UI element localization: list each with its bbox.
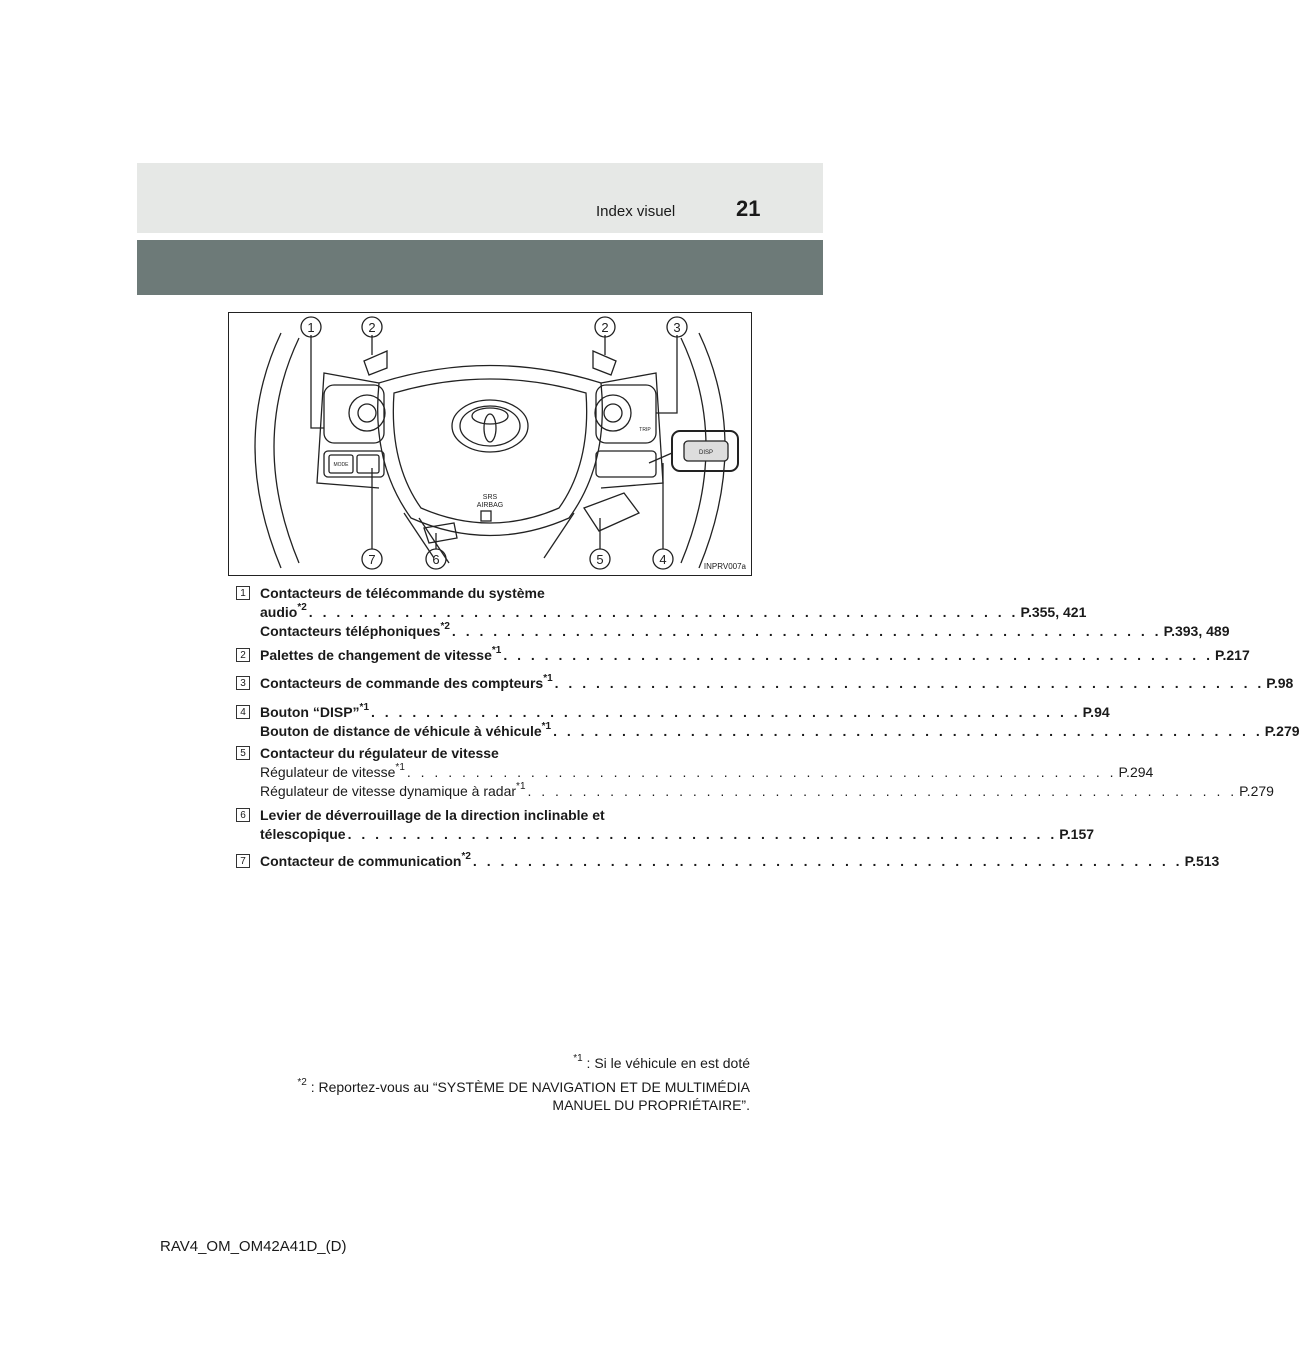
- entry-2: [236, 645, 1250, 665]
- page-reference[interactable]: P.279: [1264, 723, 1300, 739]
- footnote-2: [236, 1078, 750, 1114]
- entry-text: Palettes de changement de vitesse$^{*1}$: [260, 645, 502, 663]
- section-title: Index visuel: [596, 203, 676, 220]
- entry-line: [260, 744, 726, 763]
- leader-dots: . . . . . . . . . . . . . . . . . . . . . . . . . . . . . . . . . . . . . . . . . . . . . . . . . . . .: [371, 704, 1081, 720]
- footnote-1: [236, 1054, 750, 1072]
- callout-3: 3: [673, 320, 681, 335]
- footnote-ref: *1: [541, 721, 552, 733]
- entry-4: [236, 702, 1300, 741]
- leader-dots: . . . . . . . . . . . . . . . . . . . . . . . . . . . . . . . . . . . . . . . . . . . . . . . . . . . .: [554, 675, 1265, 691]
- callout-5: 5: [596, 552, 604, 567]
- leader-dots: . . . . . . . . . . . . . . . . . . . . . . . . . . . . . . . . . . . . . . . . . . . . . . . . . . . .: [347, 826, 1058, 842]
- entry-number-badge: 7: [236, 854, 250, 868]
- entry-text: Bouton “DISP”$^{*1}$: [260, 702, 369, 720]
- entry-line: [260, 602, 1087, 622]
- entry-number-badge: 2: [236, 648, 250, 662]
- callout-4: 4: [659, 552, 667, 567]
- footnote-ref: *1: [395, 762, 405, 774]
- entry-text: Contacteurs de télécommande du système: [260, 585, 545, 601]
- page-reference[interactable]: P.279: [1239, 783, 1274, 799]
- footnote-ref: *1: [516, 781, 526, 793]
- figure-code: INPRV007a: [703, 562, 746, 571]
- page-reference[interactable]: P.355, 421: [1020, 604, 1087, 620]
- entry-number-badge: 1: [236, 586, 250, 600]
- footnote-1-mark: *1: [573, 1053, 583, 1065]
- srs-label: SRS: [482, 494, 498, 501]
- footnote-ref: *2: [440, 621, 450, 633]
- disp-label: DISP: [698, 450, 714, 456]
- steering-wheel-figure: [228, 312, 752, 576]
- entry-6: [236, 806, 1095, 844]
- entry-text: Bouton de distance de véhicule à véhicule$^{*1}$: [260, 721, 552, 739]
- entry-line: [260, 806, 726, 825]
- entry-5: [236, 744, 1274, 801]
- footnotes: [236, 1054, 750, 1120]
- entry-3: [236, 673, 1294, 693]
- trip-label: TRIP: [639, 427, 651, 433]
- document-code: RAV4_OM_OM42A41D_(D): [160, 1238, 347, 1255]
- leader-dots: . . . . . . . . . . . . . . . . . . . . . . . . . . . . . . . . . . . . . . . . . . . . . . . . . . . .: [308, 604, 1019, 620]
- leader-dots: . . . . . . . . . . . . . . . . . . . . . . . . . . . . . . . . . . . . . . . . . . . . . . . . . . . .: [406, 764, 1117, 780]
- entry-line: [260, 721, 1300, 741]
- footnote-ref: *1: [491, 645, 502, 657]
- entry-line: [260, 673, 1294, 693]
- entry-text: Contacteur de communication$^{*2}$: [260, 851, 471, 869]
- leader-dots: . . . . . . . . . . . . . . . . . . . . . . . . . . . . . . . . . . . . . . . . . . . . . . . . . . . .: [553, 723, 1263, 739]
- entry-text: Régulateur de vitesse$^{*1}$: [260, 762, 405, 780]
- leader-dots: . . . . . . . . . . . . . . . . . . . . . . . . . . . . . . . . . . . . . . . . . . . . . . . . . . . .: [451, 623, 1162, 639]
- leader-dots: . . . . . . . . . . . . . . . . . . . . . . . . . . . . . . . . . . . . . . . . . . . . . . . . . . . .: [527, 783, 1238, 799]
- entry-1: [236, 584, 1230, 641]
- entry-text: Contacteurs téléphoniques$^{*2}$: [260, 621, 450, 639]
- leader-dots: . . . . . . . . . . . . . . . . . . . . . . . . . . . . . . . . . . . . . . . . . . . . . . . . . . . .: [472, 853, 1183, 869]
- entry-text: audio$^{*2}$: [260, 602, 307, 620]
- header-band: [137, 163, 823, 233]
- airbag-label: AIRBAG: [476, 502, 504, 509]
- leader-dots: . . . . . . . . . . . . . . . . . . . . . . . . . . . . . . . . . . . . . . . . . . . . . . . . . . . .: [503, 647, 1213, 663]
- entry-line: [260, 825, 1095, 844]
- entry-line: [260, 762, 1154, 782]
- entry-line: [260, 781, 1274, 801]
- entry-text: Levier de déverrouillage de la direction inclinable et: [260, 807, 605, 823]
- callout-2-right: 2: [601, 320, 609, 335]
- entry-text: Contacteur du régulateur de vitesse: [260, 745, 499, 761]
- entry-text: Contacteurs de commande des compteurs$^{*1}$: [260, 673, 553, 691]
- entry-number-badge: 6: [236, 808, 250, 822]
- footnote-2-text-a: : Reportez-vous au “SYSTÈME DE NAVIGATION ET DE MULTIMÉDIA: [306, 1079, 750, 1095]
- footnote-2-mark: *2: [297, 1077, 307, 1089]
- footnote-ref: *2: [297, 602, 307, 614]
- page-reference[interactable]: P.157: [1059, 826, 1095, 842]
- page-number: 21: [736, 196, 761, 221]
- callout-6: 6: [432, 552, 440, 567]
- footnote-ref: *2: [461, 851, 471, 863]
- entry-text: télescopique: [260, 826, 346, 842]
- entry-line: [260, 645, 1250, 665]
- footnote-ref: *1: [543, 673, 553, 685]
- callout-2-left: 2: [368, 320, 376, 335]
- steering-wheel-drawing: [229, 313, 751, 575]
- footnote-1-text: : Si le véhicule en est doté: [582, 1055, 750, 1071]
- entry-7: [236, 851, 1220, 871]
- entry-number-badge: 3: [236, 676, 250, 690]
- header-bar: [137, 240, 823, 295]
- entry-line: [260, 851, 1220, 871]
- page-reference[interactable]: P.94: [1082, 704, 1110, 720]
- entry-line: [260, 584, 726, 603]
- page-reference[interactable]: P.393, 489: [1163, 623, 1230, 639]
- page-reference[interactable]: P.217: [1214, 647, 1250, 663]
- entry-line: [260, 702, 1110, 722]
- callout-1: 1: [307, 320, 315, 335]
- entry-number-badge: 5: [236, 746, 250, 760]
- mode-label: MODE: [333, 462, 349, 468]
- entry-line: [260, 621, 1230, 641]
- footnote-2-text-b: MANUEL DU PROPRIÉTAIRE”.: [552, 1097, 750, 1113]
- footnote-ref: *1: [359, 702, 369, 714]
- page-reference[interactable]: P.513: [1184, 853, 1220, 869]
- callout-7: 7: [368, 552, 376, 567]
- page-reference[interactable]: P.98: [1266, 675, 1294, 691]
- page-reference[interactable]: P.294: [1118, 764, 1154, 780]
- entry-number-badge: 4: [236, 705, 250, 719]
- entry-text: Régulateur de vitesse dynamique à radar$^{*1}$: [260, 781, 526, 799]
